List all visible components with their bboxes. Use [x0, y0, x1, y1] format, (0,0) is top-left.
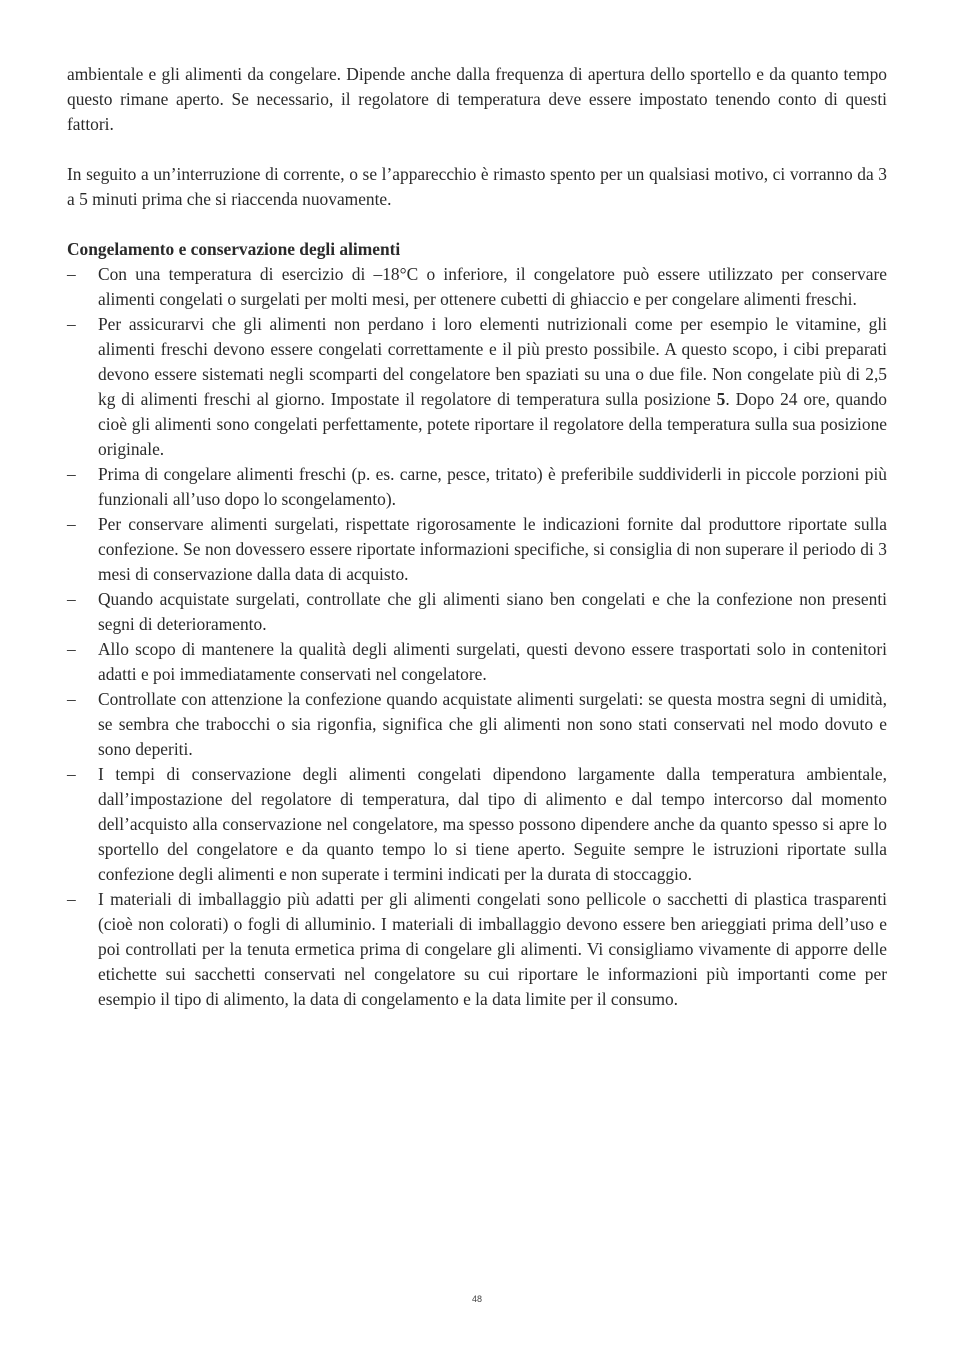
bullet-dash: –: [67, 764, 76, 784]
list-item: [67, 887, 887, 1012]
bullet-dash: –: [67, 514, 76, 534]
bullet-dash: –: [67, 689, 76, 709]
page-number: 48: [471, 1294, 482, 1304]
list-item-text: Per conservare alimenti surgelati, rispettate rigorosamente le indicazioni fornite dal produttore riportate sulla confezione. Se non dovessero essere riportate informazioni specifiche, si consiglia di non superare il periodo di 3 mesi di conservazione dalla data di acquisto.: [98, 514, 887, 584]
intro-paragraph-2: In seguito a un’interruzione di corrente, o se l’apparecchio è rimasto spento per un qualsiasi motivo, ci vorranno da 3 a 5 minuti prima che si riaccenda nuovamente.: [67, 164, 887, 209]
bullet-dash: –: [67, 464, 76, 484]
list-item-text: Prima di congelare alimenti freschi (p. es. carne, pesce, tritato) è preferibile suddividerli in piccole porzioni più funzionali all’uso dopo lo scongelamento).: [98, 464, 887, 509]
list-item: [67, 762, 887, 887]
list-item: [67, 512, 887, 587]
bullet-dash: –: [67, 889, 76, 909]
bullet-dash: –: [67, 589, 76, 609]
list-item-text: I tempi di conservazione degli alimenti congelati dipendono largamente dalla temperatura ambientale, dall’impostazione del regolatore di temperatura, dal tipo di alimento e dal tempo intercorso dal momento dell’acquisto alla conservazione nel congelatore, ma spesso possono dipendere anche da quanto spesso si apre lo sportello del congelatore e da quanto tempo lo si tiene aperto. Seguite sempre le istruzioni riportate sulla confezione degli alimenti e non superate i termini indicati per la durata di stoccaggio.: [98, 764, 887, 884]
bullet-dash: –: [67, 314, 76, 334]
list-item-text: Con una temperatura di esercizio di –18°C o inferiore, il congelatore può essere utilizzato per conservare alimenti congelati o surgelati per molti mesi, per ottenere cubetti di ghiaccio e per congelare alimenti freschi.: [98, 264, 887, 309]
bullet-dash: –: [67, 639, 76, 659]
temperature-position-value: 5: [716, 389, 726, 409]
list-item: [67, 462, 887, 512]
list-item: [67, 312, 887, 462]
intro-paragraph-1: ambientale e gli alimenti da congelare. Dipende anche dalla frequenza di apertura dello sportello e da quanto tempo questo rimane aperto. Se necessario, il regolatore di temperatura deve essere impostato tenendo conto di questi fattori.: [67, 64, 887, 134]
list-item-text: I materiali di imballaggio più adatti per gli alimenti congelati sono pellicole o sacchetti di plastica trasparenti (cioè non colorati) o fogli di alluminio. I materiali di imballaggio devono essere ben arieggiati prima dell’uso e poi controllati per la tenuta ermetica prima di congelare gli alimenti. Vi consigliamo vivamente di apporre delle etichette sui sacchetti conservati nel congelatore su cui riportare le informazioni più importanti come per esempio il tipo di alimento, la data di congelamento e la data limite per il consumo.: [98, 889, 887, 1009]
bullet-list: [67, 262, 887, 1012]
list-item-text: Allo scopo di mantenere la qualità degli alimenti surgelati, questi devono essere trasportati solo in contenitori adatti e poi immediatamente conservati nel congelatore.: [98, 639, 887, 684]
bullet-dash: –: [67, 264, 76, 284]
list-item-text: Quando acquistate surgelati, controllate che gli alimenti siano ben congelati e che la confezione non presenti segni di deterioramento.: [98, 589, 887, 634]
document-page: [67, 62, 887, 1012]
list-item: [67, 637, 887, 687]
list-item-text: . Dopo 24 ore, quando cioè gli alimenti sono congelati perfettamente, potete riportare il regolatore della temperatura sulla sua posizione originale.: [98, 389, 887, 459]
list-item-text: Controllate con attenzione la confezione quando acquistate alimenti surgelati: se questa mostra segni di umidità, se sembra che trabocchi o sia rigonfia, significa che gli alimenti non sono stati conservati nel modo dovuto e sono deperiti.: [98, 689, 887, 759]
list-item-text: Per assicurarvi che gli alimenti non perdano i loro elementi nutrizionali come per esempio le vitamine, gli alimenti freschi devono essere congelati correttamente e il più presto possibile. A questo scopo, i cibi preparati devono essere sistemati negli scomparti del congelatore ben spaziati su una o due file. Non congelate più di 2,5 kg di alimenti freschi al giorno. Impostate il regolatore di temperatura sulla posizione: [98, 314, 887, 409]
list-item: [67, 587, 887, 637]
list-item: [67, 262, 887, 312]
section-heading: Congelamento e conservazione degli alimenti: [67, 239, 401, 259]
list-item: [67, 687, 887, 762]
